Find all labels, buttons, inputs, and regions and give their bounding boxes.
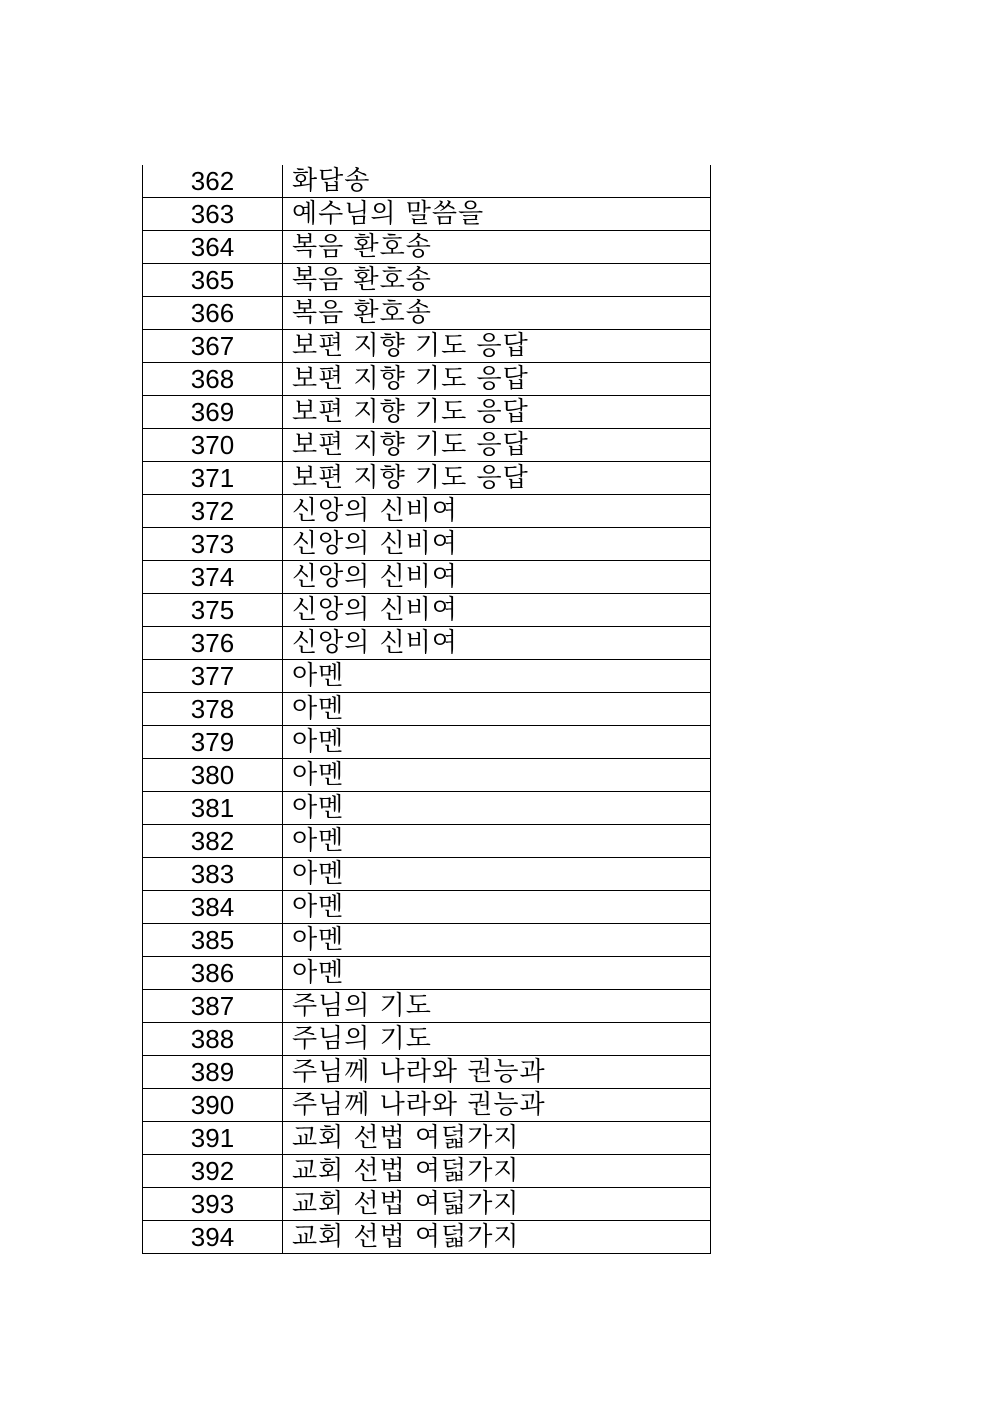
hymn-title-cell: 아멘 <box>283 660 711 693</box>
hymn-title-cell: 예수님의 말씀을 <box>283 198 711 231</box>
hymn-number-cell: 387 <box>143 990 283 1023</box>
hymn-number-cell: 363 <box>143 198 283 231</box>
table-row <box>143 462 711 495</box>
table-row <box>143 990 711 1023</box>
hymn-number-cell: 390 <box>143 1089 283 1122</box>
table-row <box>143 1221 711 1254</box>
hymn-number-cell: 367 <box>143 330 283 363</box>
hymn-title-cell: 주님의 기도 <box>283 1023 711 1056</box>
table-row <box>143 594 711 627</box>
hymn-title-cell: 교회 선법 여덟가지 <box>283 1188 711 1221</box>
table-row <box>143 1188 711 1221</box>
hymn-number-cell: 385 <box>143 924 283 957</box>
hymn-number-cell: 365 <box>143 264 283 297</box>
hymn-number-cell: 382 <box>143 825 283 858</box>
hymn-number-cell: 376 <box>143 627 283 660</box>
hymn-number-cell: 371 <box>143 462 283 495</box>
hymn-number-cell: 379 <box>143 726 283 759</box>
hymn-number-cell: 373 <box>143 528 283 561</box>
table-row <box>143 792 711 825</box>
hymn-title-cell: 주님의 기도 <box>283 990 711 1023</box>
hymn-number-cell: 389 <box>143 1056 283 1089</box>
table-row <box>143 825 711 858</box>
hymn-title-cell: 신앙의 신비여 <box>283 561 711 594</box>
table-row <box>143 726 711 759</box>
table-row <box>143 396 711 429</box>
table-row <box>143 1155 711 1188</box>
table-row <box>143 693 711 726</box>
table-row <box>143 297 711 330</box>
hymn-title-cell: 주님께 나라와 권능과 <box>283 1089 711 1122</box>
table-row <box>143 660 711 693</box>
hymn-title-cell: 아멘 <box>283 957 711 990</box>
hymn-number-cell: 380 <box>143 759 283 792</box>
hymn-number-cell: 393 <box>143 1188 283 1221</box>
hymn-title-cell: 아멘 <box>283 759 711 792</box>
hymn-title-cell: 화답송 <box>283 165 711 198</box>
hymn-number-cell: 362 <box>143 165 283 198</box>
hymn-title-cell: 신앙의 신비여 <box>283 594 711 627</box>
hymn-title-cell: 주님께 나라와 권능과 <box>283 1056 711 1089</box>
hymn-number-cell: 394 <box>143 1221 283 1254</box>
hymn-number-cell: 370 <box>143 429 283 462</box>
table-row <box>143 627 711 660</box>
table-row <box>143 363 711 396</box>
hymn-title-cell: 보편 지향 기도 응답 <box>283 462 711 495</box>
table-row <box>143 561 711 594</box>
hymn-number-cell: 368 <box>143 363 283 396</box>
hymn-title-cell: 보편 지향 기도 응답 <box>283 429 711 462</box>
hymn-index-table <box>142 165 711 1254</box>
table-row <box>143 1089 711 1122</box>
table-row <box>143 891 711 924</box>
hymn-title-cell: 복음 환호송 <box>283 297 711 330</box>
hymn-title-cell: 신앙의 신비여 <box>283 495 711 528</box>
table-row <box>143 759 711 792</box>
hymn-number-cell: 372 <box>143 495 283 528</box>
table-row <box>143 1056 711 1089</box>
hymn-title-cell: 아멘 <box>283 924 711 957</box>
table-row <box>143 924 711 957</box>
hymn-number-cell: 364 <box>143 231 283 264</box>
table-row <box>143 528 711 561</box>
hymn-title-cell: 교회 선법 여덟가지 <box>283 1221 711 1254</box>
hymn-number-cell: 375 <box>143 594 283 627</box>
table-row <box>143 495 711 528</box>
hymn-title-cell: 신앙의 신비여 <box>283 627 711 660</box>
hymn-number-cell: 388 <box>143 1023 283 1056</box>
hymn-title-cell: 보편 지향 기도 응답 <box>283 396 711 429</box>
table-row <box>143 1122 711 1155</box>
hymn-number-cell: 384 <box>143 891 283 924</box>
hymn-title-cell: 아멘 <box>283 858 711 891</box>
table-row <box>143 264 711 297</box>
table-row <box>143 957 711 990</box>
table-row <box>143 165 711 198</box>
table-row <box>143 198 711 231</box>
hymn-number-cell: 378 <box>143 693 283 726</box>
hymn-number-cell: 369 <box>143 396 283 429</box>
table-row <box>143 1023 711 1056</box>
hymn-title-cell: 아멘 <box>283 693 711 726</box>
hymn-index-table-body <box>143 165 711 1254</box>
hymn-title-cell: 복음 환호송 <box>283 264 711 297</box>
hymn-title-cell: 아멘 <box>283 891 711 924</box>
hymn-title-cell: 보편 지향 기도 응답 <box>283 363 711 396</box>
table-row <box>143 231 711 264</box>
hymn-title-cell: 복음 환호송 <box>283 231 711 264</box>
hymn-title-cell: 아멘 <box>283 825 711 858</box>
hymn-title-cell: 아멘 <box>283 726 711 759</box>
hymn-number-cell: 391 <box>143 1122 283 1155</box>
hymn-number-cell: 381 <box>143 792 283 825</box>
hymn-number-cell: 392 <box>143 1155 283 1188</box>
hymn-title-cell: 아멘 <box>283 792 711 825</box>
hymn-title-cell: 보편 지향 기도 응답 <box>283 330 711 363</box>
table-row <box>143 858 711 891</box>
hymn-number-cell: 374 <box>143 561 283 594</box>
hymn-title-cell: 교회 선법 여덟가지 <box>283 1122 711 1155</box>
hymn-number-cell: 386 <box>143 957 283 990</box>
hymn-number-cell: 383 <box>143 858 283 891</box>
hymn-title-cell: 교회 선법 여덟가지 <box>283 1155 711 1188</box>
table-row <box>143 330 711 363</box>
hymn-number-cell: 366 <box>143 297 283 330</box>
hymn-number-cell: 377 <box>143 660 283 693</box>
hymn-title-cell: 신앙의 신비여 <box>283 528 711 561</box>
table-row <box>143 429 711 462</box>
